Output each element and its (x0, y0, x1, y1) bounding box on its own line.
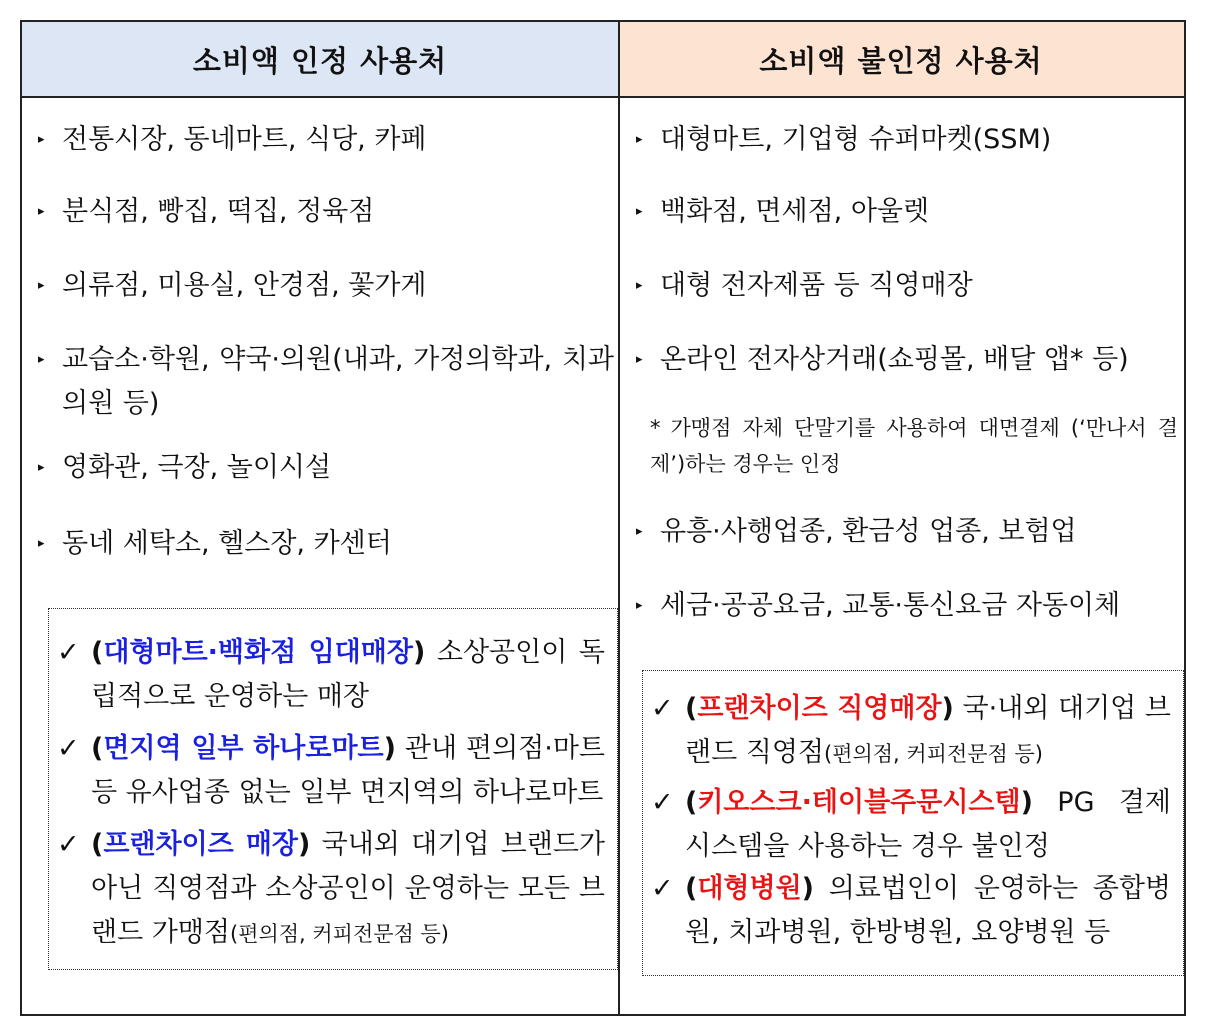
check-icon: ✓ (57, 733, 80, 764)
bullet-icon: ▸ (38, 536, 45, 551)
header-not-recognized-label: 소비액 불인정 사용처 (759, 43, 1043, 78)
bullet-icon: ▸ (636, 352, 643, 367)
list-item: ▸ 대형마트, 기업형 슈퍼마켓(SSM) (634, 118, 1178, 162)
list-item: ▸ 교습소·학원, 약국·의원(내과, 가정의학과, 치과의원 등) (36, 338, 614, 426)
bullet-icon: ▸ (636, 524, 643, 539)
bullet-icon: ▸ (636, 598, 643, 613)
bullet-icon: ▸ (636, 278, 643, 293)
header-recognized (22, 22, 618, 98)
not-recognized-exceptions-box (642, 670, 1184, 976)
exception-entry: ✓ (키오스크·테이블주문시스템) PG 결제 시스템을 사용하는 경우 불인정 (685, 781, 1171, 869)
list-item: ▸ 전통시장, 동네마트, 식당, 카페 (36, 118, 614, 162)
usage-table (20, 20, 1186, 1016)
exception-tag: 키오스크·테이블주문시스템 (697, 787, 1021, 818)
check-icon: ✓ (57, 637, 80, 668)
list-item: ▸ 의류점, 미용실, 안경점, 꽃가게 (36, 264, 614, 308)
exception-entry: ✓ (대형병원) 의료법인이 운영하는 종합병원, 치과병원, 한방병원, 요양병원 등 (685, 867, 1171, 955)
bullet-icon: ▸ (38, 278, 45, 293)
check-icon: ✓ (57, 829, 80, 860)
list-item: ▸ 온라인 전자상거래(쇼핑몰, 배달 앱* 등) (634, 338, 1178, 382)
check-icon: ✓ (651, 787, 674, 818)
check-icon: ✓ (651, 693, 674, 724)
bullet-icon: ▸ (38, 132, 45, 147)
exception-entry: ✓ (프랜차이즈 직영매장) 국·내외 대기업 브랜드 직영점(편의점, 커피전문점 등) (685, 687, 1171, 776)
list-item: ▸ 대형 전자제품 등 직영매장 (634, 264, 1178, 308)
list-item: ▸ 영화관, 극장, 놀이시설 (36, 446, 614, 490)
bullet-icon: ▸ (636, 204, 643, 219)
bullet-icon: ▸ (38, 460, 45, 475)
exception-tag: 면지역 일부 하나로마트 (103, 733, 384, 764)
exception-entry: ✓ (프랜차이즈 매장) 국내외 대기업 브랜드가 아닌 직영점과 소상공인이 운영하는 모든 브랜드 가맹점(편의점, 커피전문점 등) (91, 823, 605, 956)
list-item: ▸ 세금·공공요금, 교통·통신요금 자동이체 (634, 584, 1178, 628)
check-icon: ✓ (651, 873, 674, 904)
bullet-icon: ▸ (38, 204, 45, 219)
exception-tag: 대형병원 (697, 873, 802, 904)
list-item: ▸ 백화점, 면세점, 아울렛 (634, 190, 1178, 234)
recognized-exceptions-box (48, 608, 618, 970)
footnote-star: * (650, 416, 661, 440)
header-not-recognized (618, 22, 1184, 98)
exception-entry: ✓ (면지역 일부 하나로마트) 관내 편의점·마트 등 유사업종 없는 일부 면지역의 하나로마트 (91, 727, 605, 815)
exception-entry: ✓ (대형마트·백화점 임대매장) 소상공인이 독립적으로 운영하는 매장 (91, 631, 605, 719)
footnote: * 가맹점 자체 단말기를 사용하여 대면결제 (‘만나서 결제’)하는 경우는 인정 (650, 416, 1178, 476)
exception-tag: 프랜차이즈 매장 (103, 829, 299, 860)
header-recognized-label: 소비액 인정 사용처 (192, 43, 448, 78)
list-item: ▸ 동네 세탁소, 헬스장, 카센터 (36, 522, 614, 566)
list-item: ▸ 유흥·사행업종, 환금성 업종, 보험업 (634, 510, 1178, 554)
bullet-icon: ▸ (636, 132, 643, 147)
list-item: ▸ 분식점, 빵집, 떡집, 정육점 (36, 190, 614, 234)
bullet-icon: ▸ (38, 352, 45, 367)
column-divider (618, 22, 620, 1014)
exception-tag: 프랜차이즈 직영매장 (697, 693, 942, 724)
exception-tag: 대형마트·백화점 임대매장 (103, 637, 413, 668)
